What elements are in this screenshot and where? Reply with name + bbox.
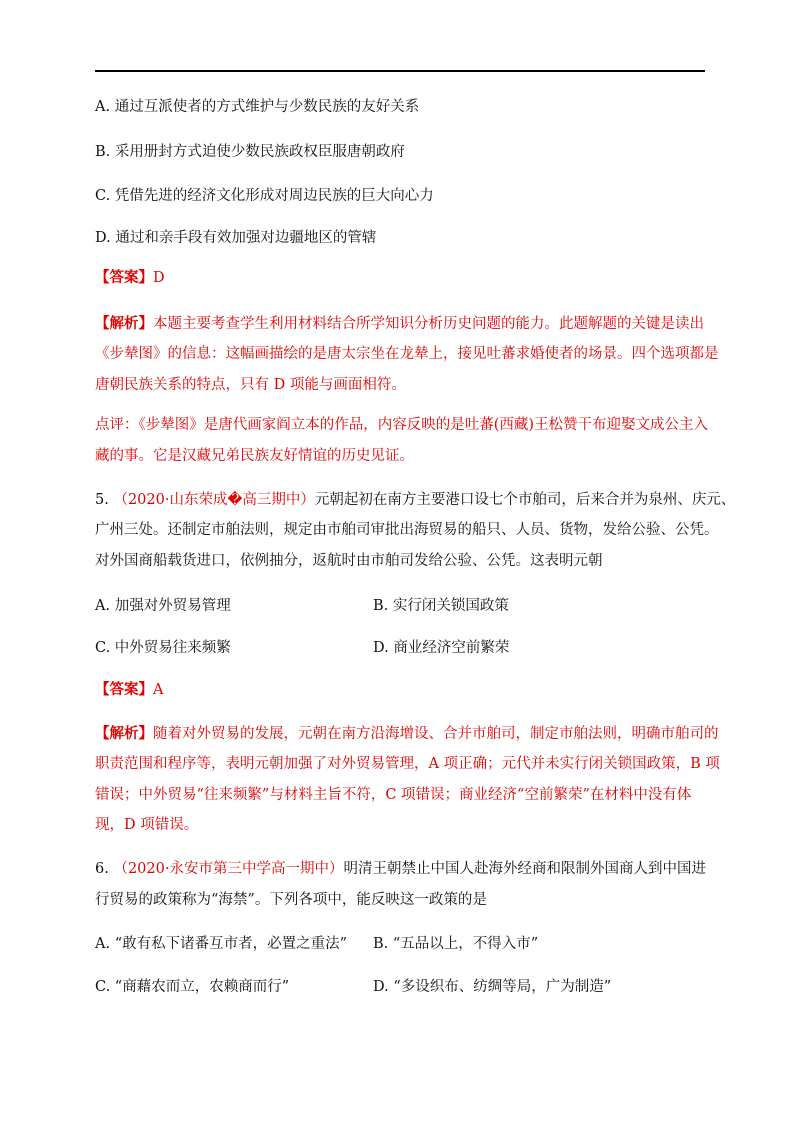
q6-stem-line-2: 行贸易的政策称为“海禁”。下列各项中，能反映这一政策的是 <box>95 892 487 908</box>
answer-label: 【答案】 <box>95 269 153 286</box>
q6-option-a: A. “敢有私下诸番互市者，必置之重法” <box>95 936 348 952</box>
answer-value: D <box>153 270 165 286</box>
q5-answer <box>95 680 163 700</box>
q6-stem-line-1 <box>95 859 706 879</box>
q5-analysis-line-3: 错误；中外贸易“往来频繁”与材料主旨不符，C 项错误；商业经济“空前繁荣”在材料中没有体 <box>95 787 692 803</box>
prev-option-b: B. 采用册封方式迫使少数民族政权臣服唐朝政府 <box>95 144 405 160</box>
analysis-text: 随着对外贸易的发展，元朝在南方沿海增设、合并市舶司，制定市舶法则，明确市舶司的 <box>153 726 719 742</box>
prev-comment-line-1: 点评：《步辇图》是唐代画家阎立本的作品，内容反映的是吐蕃(西藏)王松赞干布迎娶文成公主入 <box>95 417 709 433</box>
q5-option-c: C. 中外贸易往来频繁 <box>95 640 231 656</box>
prev-analysis-line-1 <box>95 314 704 334</box>
q6-stem-first: 明清王朝禁止中国人赴海外经商和限制外国商人到中国进 <box>343 861 706 877</box>
analysis-label: 【解析】 <box>95 725 153 742</box>
prev-option-c: C. 凭借先进的经济文化形成对周边民族的巨大向心力 <box>95 188 434 204</box>
q5-analysis-line-2: 职责范围和程序等，表明元朝加强了对外贸易管理，A 项正确；元代并未实行闭关锁国政策，B 项 <box>95 756 720 772</box>
q6-option-d: D. “多设织布、纺绸等局，广为制造” <box>373 979 612 995</box>
q5-option-b: B. 实行闭关锁国政策 <box>373 598 509 614</box>
q6-source: （2020·永安市第三中学高一期中） <box>113 861 344 877</box>
q5-stem-first: 元朝起初在南方主要港口设七个市舶司，后来合并为泉州、庆元、 <box>314 492 736 508</box>
q5-option-a: A. 加强对外贸易管理 <box>95 598 231 614</box>
prev-comment-line-2: 藏的事。它是汉藏兄弟民族友好情谊的历史见证。 <box>95 448 414 464</box>
header-rule <box>95 70 705 72</box>
answer-value: A <box>153 682 164 698</box>
q5-source: （2020·山东荣成�高三期中） <box>113 492 315 508</box>
q5-analysis-line-1 <box>95 724 719 744</box>
q6-option-c: C. “商藉农而立，农赖商而行” <box>95 979 290 995</box>
prev-option-a: A. 通过互派使者的方式维护与少数民族的友好关系 <box>95 99 420 115</box>
prev-answer <box>95 268 165 288</box>
q5-option-d: D. 商业经济空前繁荣 <box>373 640 510 656</box>
prev-option-d: D. 通过和亲手段有效加强对边疆地区的管辖 <box>95 230 377 246</box>
q6-number: 6. <box>95 861 109 877</box>
answer-label: 【答案】 <box>95 681 153 698</box>
prev-analysis-line-3: 唐朝民族关系的特点，只有 D 项能与画面相符。 <box>95 377 406 393</box>
q5-stem-line-1 <box>95 490 735 510</box>
q5-stem-line-2: 广州三处。还制定市舶法则，规定由市舶司审批出海贸易的船只、人员、货物，发给公验、公凭。 <box>95 522 719 538</box>
q5-analysis-line-4: 现，D 项错误。 <box>95 817 199 833</box>
q5-number: 5. <box>95 492 109 508</box>
analysis-text: 本题主要考查学生利用材料结合所学知识分析历史问题的能力。此题解题的关键是读出 <box>153 316 704 332</box>
prev-analysis-line-2: 《步辇图》的信息：这幅画描绘的是唐太宗坐在龙辇上，接见吐蕃求婚使者的场景。四个选项都是 <box>95 346 719 362</box>
q6-option-b: B. “五品以上，不得入市” <box>373 936 539 952</box>
q5-stem-line-3: 对外国商船载货进口，依例抽分，返航时由市舶司发给公验、公凭。这表明元朝 <box>95 553 603 569</box>
analysis-label: 【解析】 <box>95 315 153 332</box>
